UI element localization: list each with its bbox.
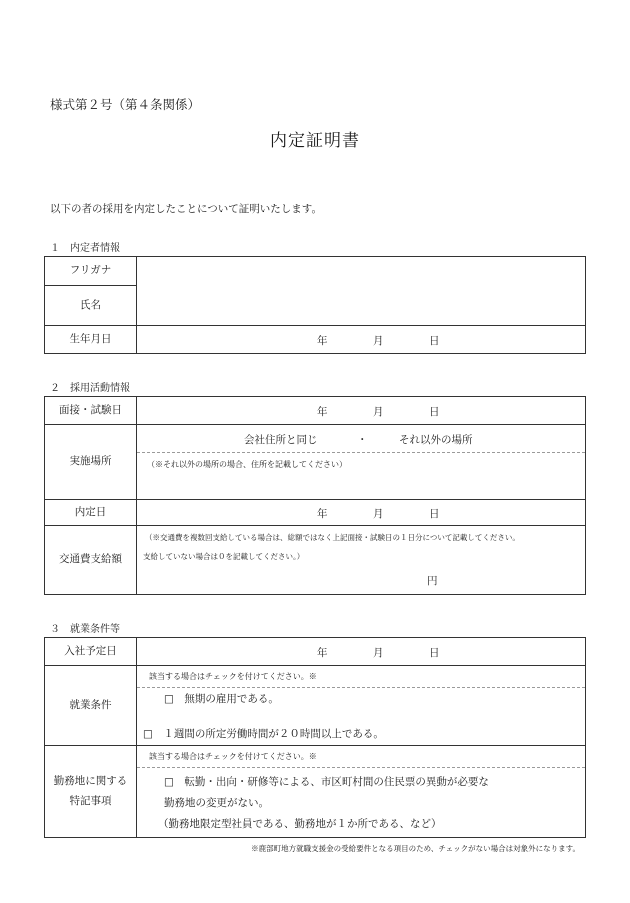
day-unit: 日 bbox=[429, 508, 440, 520]
interview-date-label: 面接・試験日 bbox=[44, 396, 137, 425]
workplace-item-line3: （勤務地限定型社員である、勤務地が１か所である、など） bbox=[158, 818, 442, 830]
birth-date-field[interactable] bbox=[136, 325, 586, 354]
year-unit: 年 bbox=[317, 335, 328, 347]
venue-label: 実施場所 bbox=[44, 424, 137, 500]
month-unit: 月 bbox=[373, 335, 384, 347]
transport-note-2: 支給していない場合は０を記載してください。） bbox=[143, 552, 305, 561]
divider bbox=[137, 687, 585, 688]
checkbox-weekly-hours[interactable]: □ １週間の所定労働時間が２０時間以上である。 bbox=[143, 728, 384, 740]
day-unit: 日 bbox=[429, 647, 440, 659]
day-unit: 日 bbox=[429, 406, 440, 418]
divider bbox=[137, 452, 585, 453]
start-date-field[interactable] bbox=[136, 637, 586, 666]
document-title: 内定証明書 bbox=[270, 131, 360, 151]
venue-option-same[interactable]: 会社住所と同じ bbox=[244, 434, 318, 446]
birth-date-label: 生年月日 bbox=[44, 325, 137, 354]
interview-date-field[interactable] bbox=[136, 396, 586, 425]
start-date-label: 入社予定日 bbox=[44, 637, 137, 666]
section1-heading: １ 内定者情報 bbox=[50, 243, 120, 254]
intro-text: 以下の者の採用を内定したことについて証明いたします。 bbox=[50, 203, 322, 215]
transport-note-1: （※交通費を複数回支給している場合は、総額ではなく上記面接・試験日の１日分について記載してください。 bbox=[145, 533, 520, 542]
month-unit: 月 bbox=[373, 508, 384, 520]
section3-heading: ３ 就業条件等 bbox=[50, 624, 120, 635]
checkbox-indefinite-employment[interactable]: □ 無期の雇用である。 bbox=[164, 693, 279, 705]
year-unit: 年 bbox=[317, 508, 328, 520]
venue-note: （※それ以外の場所の場合、住所を記載してください） bbox=[147, 460, 347, 469]
venue-option-other[interactable]: それ以外の場所 bbox=[399, 434, 473, 446]
month-unit: 月 bbox=[373, 647, 384, 659]
transport-cost-field[interactable] bbox=[136, 525, 586, 595]
name-label: 氏名 bbox=[44, 285, 137, 326]
work-conditions-label: 就業条件 bbox=[44, 665, 137, 746]
furigana-label: フリガナ bbox=[44, 256, 137, 286]
workplace-notes-field bbox=[136, 745, 586, 838]
workplace-notes-label bbox=[44, 745, 137, 838]
form-number: 様式第２号（第４条関係） bbox=[50, 97, 201, 112]
footnote: ※鹿部町地方就職支援金の受給要件となる項目のため、チェックがない場合は対象外になります。 bbox=[251, 844, 580, 853]
year-unit: 年 bbox=[317, 647, 328, 659]
divider bbox=[137, 767, 585, 768]
transport-cost-label: 交通費支給額 bbox=[44, 525, 137, 595]
checkbox-no-relocation[interactable]: □ 転勤・出向・研修等による、市区町村間の住民票の異動が必要な bbox=[164, 776, 489, 788]
month-unit: 月 bbox=[373, 406, 384, 418]
workplace-label-line1: 勤務地に関する bbox=[53, 774, 128, 787]
section2-heading: ２ 採用活動情報 bbox=[50, 383, 130, 394]
offer-date-field[interactable] bbox=[136, 499, 586, 526]
work-conditions-field bbox=[136, 665, 586, 746]
day-unit: 日 bbox=[429, 335, 440, 347]
venue-separator: ・ bbox=[357, 434, 368, 446]
check-note: 該当する場合はチェックを付けてください。※ bbox=[149, 672, 317, 681]
check-note: 該当する場合はチェックを付けてください。※ bbox=[149, 752, 317, 761]
furigana-name-field[interactable] bbox=[136, 256, 586, 326]
year-unit: 年 bbox=[317, 406, 328, 418]
offer-date-label: 内定日 bbox=[44, 499, 137, 526]
venue-field[interactable] bbox=[136, 424, 586, 500]
workplace-label-line2: 特記事項 bbox=[69, 794, 112, 807]
yen-unit: 円 bbox=[427, 575, 438, 587]
workplace-item-line2: 勤務地の変更がない。 bbox=[164, 797, 269, 809]
